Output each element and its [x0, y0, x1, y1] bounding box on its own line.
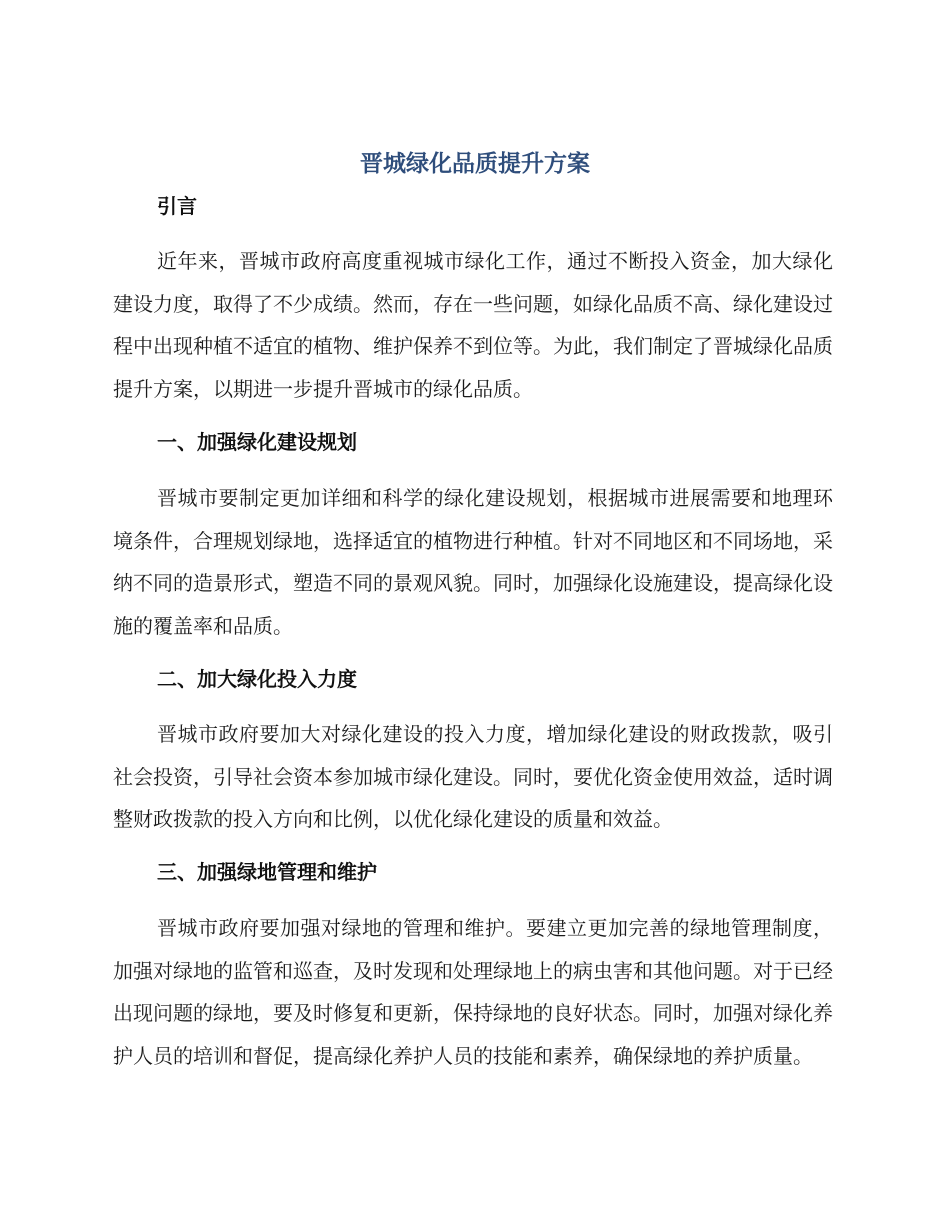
- section-body-maintenance: 晋城市政府要加强对绿地的管理和维护。要建立更加完善的绿地管理制度，加强对绿地的监管和巡查，及时发现和处理绿地上的病虫害和其他问题。对于已经出现问题的绿地，要及时修复和更新，保持绿地的良好状态。同时，加强对绿化养护人员的培训和督促，提高绿化养护人员的技能和素养，确保绿地的养护质量。: [113, 916, 833, 1068]
- section-body-planning: 晋城市要制定更加详细和科学的绿化建设规划，根据城市进展需要和地理环境条件，合理规划绿地，选择适宜的植物进行种植。针对不同地区和不同场地，采纳不同的造景形式，塑造不同的景观风貌。同时，加强绿化设施建设，提高绿化设施的覆盖率和品质。: [113, 486, 833, 638]
- document-title: 晋城绿化品质提升方案: [360, 151, 590, 177]
- section-heading-intro: 引言: [157, 194, 197, 218]
- section-heading-maintenance: 三、加强绿地管理和维护: [157, 860, 377, 884]
- section-body-investment: 晋城市政府要加大对绿化建设的投入力度，增加绿化建设的财政拨款，吸引社会投资，引导社会资本参加城市绿化建设。同时，要优化资金使用效益，适时调整财政拨款的投入方向和比例，以优化绿化建设的质量和效益。: [113, 722, 833, 831]
- section-heading-investment: 二、加大绿化投入力度: [157, 667, 357, 691]
- section-heading-planning: 一、加强绿化建设规划: [157, 430, 357, 454]
- section-body-intro: 近年来，晋城市政府高度重视城市绿化工作，通过不断投入资金，加大绿化建设力度，取得了不少成绩。然而，存在一些问题，如绿化品质不高、绿化建设过程中出现种植不适宜的植物、维护保养不到位等。为此，我们制定了晋城绿化品质提升方案，以期进一步提升晋城市的绿化品质。: [113, 249, 833, 401]
